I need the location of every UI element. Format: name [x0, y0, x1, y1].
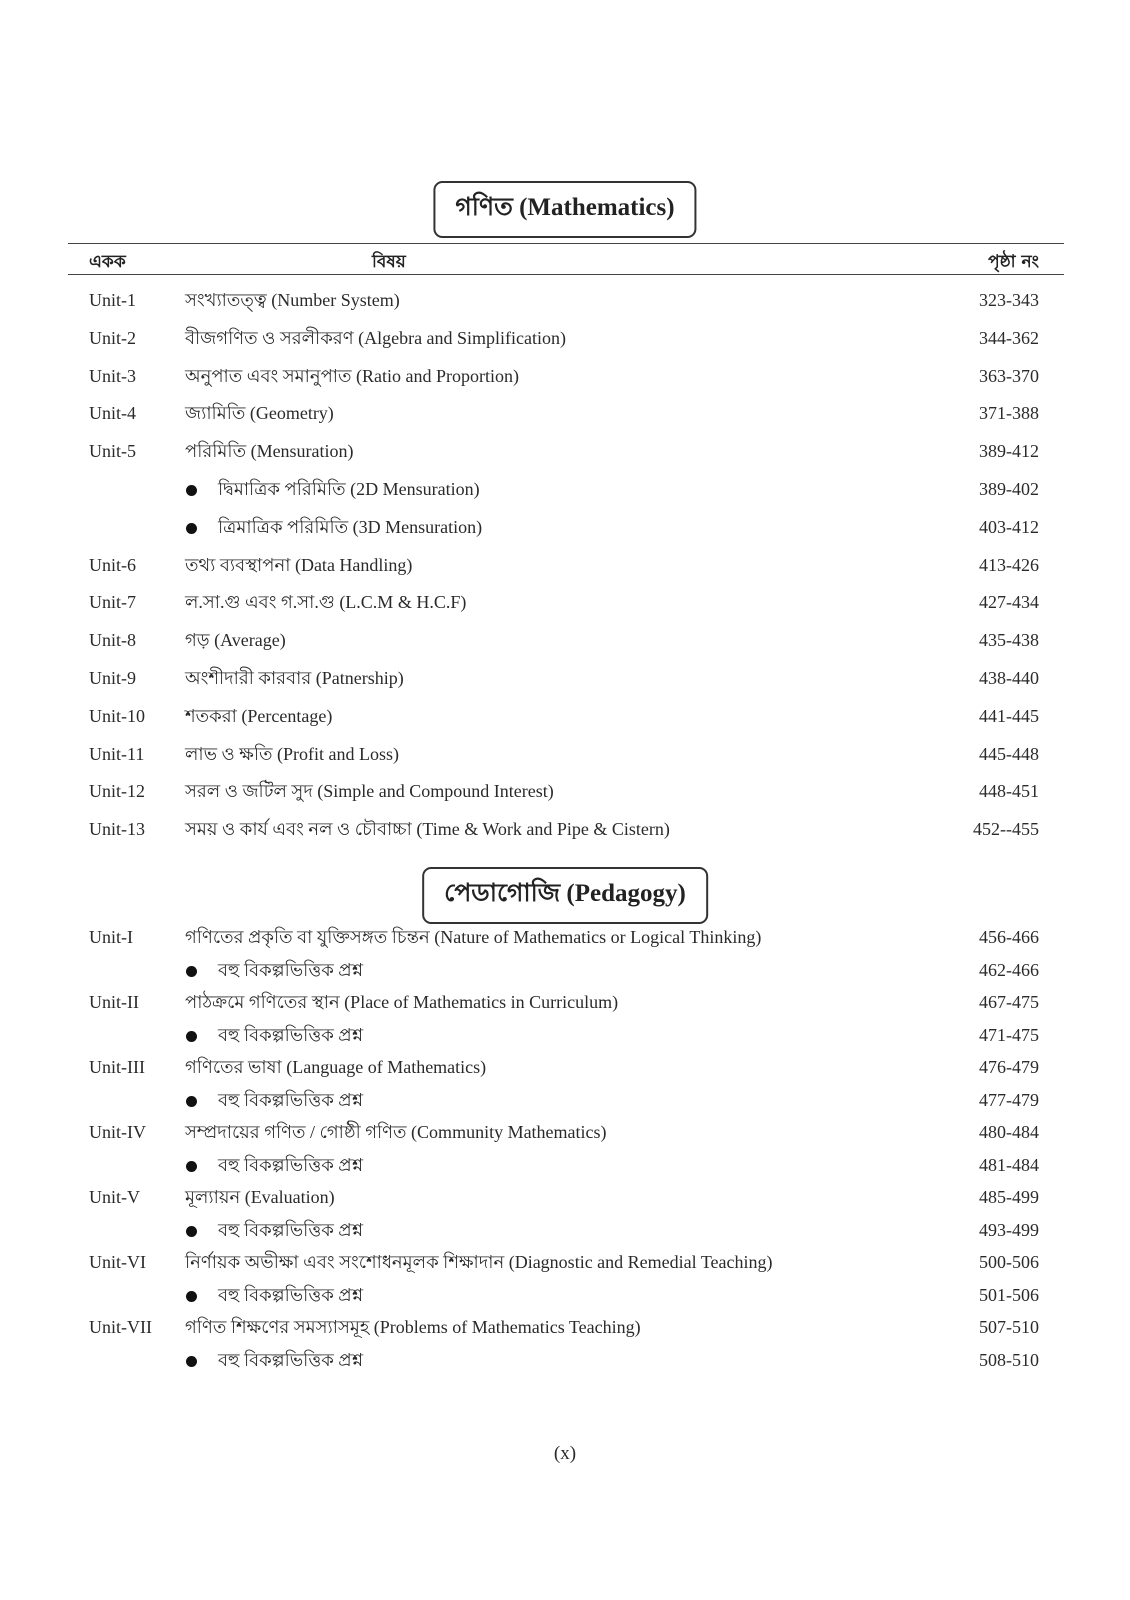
page-range: 493-499 [979, 1219, 1039, 1240]
topic-text: বহু বিকল্পভিত্তিক প্রশ্ন [218, 1024, 364, 1045]
contents-row [0, 398, 1130, 428]
page-range: 403-412 [979, 516, 1039, 537]
contents-row [0, 776, 1130, 806]
page-range: 441-445 [979, 705, 1039, 726]
topic-text: বহু বিকল্পভিত্তিক প্রশ্ন [218, 1154, 364, 1175]
topic-text: বীজগণিত ও সরলীকরণ (Algebra and Simplification) [185, 327, 567, 348]
topic-text: বহু বিকল্পভিত্তিক প্রশ্ন [218, 959, 364, 980]
page-range: 363-370 [979, 365, 1039, 386]
unit-label: Unit-VII [89, 1317, 152, 1337]
bullet-icon [186, 1291, 197, 1302]
unit-label: Unit-7 [89, 592, 136, 613]
contents-row [0, 1182, 1130, 1212]
topic-text: সম্প্রদায়ের গণিত / গোষ্ঠী গণিত (Community Mathematics) [185, 1122, 607, 1142]
topic-text: বহু বিকল্পভিত্তিক প্রশ্ন [218, 1219, 364, 1240]
page-range: 481-484 [979, 1154, 1039, 1175]
page-range: 452--455 [973, 819, 1039, 840]
column-header-subject: বিষয় [372, 252, 406, 272]
contents-row [0, 701, 1130, 731]
bullet-icon [186, 1226, 197, 1237]
page-range: 427-434 [979, 592, 1039, 613]
header-bottom-rule [68, 274, 1064, 275]
topic-text: বহু বিকল্পভিত্তিক প্রশ্ন [218, 1349, 364, 1370]
bullet-icon [186, 1161, 197, 1172]
contents-subrow [0, 1345, 1130, 1375]
page-range: 389-412 [979, 441, 1039, 462]
page-range: 501-506 [979, 1284, 1039, 1305]
unit-label: Unit-4 [89, 403, 136, 424]
contents-subrow [0, 1280, 1130, 1310]
contents-row [0, 323, 1130, 353]
page-range: 448-451 [979, 781, 1039, 802]
page-range: 389-402 [979, 479, 1039, 499]
page-range: 462-466 [979, 959, 1039, 980]
page-range: 476-479 [979, 1057, 1039, 1077]
contents-subrow [0, 955, 1130, 985]
unit-label: Unit-1 [89, 290, 136, 310]
contents-row [0, 922, 1130, 952]
page-range: 507-510 [979, 1317, 1039, 1337]
bullet-icon [186, 1096, 197, 1107]
contents-row [0, 1247, 1130, 1277]
header-top-rule [68, 243, 1064, 244]
topic-text: তথ্য ব্যবস্থাপনা (Data Handling) [185, 554, 413, 575]
page-range: 438-440 [979, 668, 1039, 688]
contents-subrow [0, 1020, 1130, 1050]
topic-text: গণিতের ভাষা (Language of Mathematics) [185, 1057, 487, 1077]
contents-row [0, 987, 1130, 1017]
contents-row [0, 814, 1130, 844]
unit-label: Unit-I [89, 927, 133, 947]
topic-text: অনুপাত এবং সমানুপাত (Ratio and Proportion) [185, 365, 520, 386]
topic-text: নির্ণায়ক অভীক্ষা এবং সংশোধনমূলক শিক্ষাদান (Diagnostic and Remedial Teaching) [185, 1252, 773, 1272]
unit-label: Unit-12 [89, 781, 145, 802]
page-range: 435-438 [979, 630, 1039, 651]
topic-text: লাভ ও ক্ষতি (Profit and Loss) [185, 743, 400, 764]
contents-row [0, 739, 1130, 769]
unit-label: Unit-IV [89, 1122, 146, 1142]
topic-text: সংখ্যাতত্ত্ব (Number System) [185, 290, 400, 310]
topic-text: ল.সা.গু এবং গ.সা.গু (L.C.M & H.C.F) [185, 592, 467, 613]
page-range: 344-362 [979, 327, 1039, 348]
contents-row [0, 436, 1130, 466]
page-range: 467-475 [979, 992, 1039, 1012]
unit-label: Unit-11 [89, 743, 145, 764]
contents-row [0, 587, 1130, 617]
pedagogy-section-title: পেডাগোজি (Pedagogy) [422, 867, 708, 924]
unit-label: Unit-V [89, 1187, 140, 1207]
unit-label: Unit-6 [89, 554, 136, 575]
unit-label: Unit-10 [89, 705, 145, 726]
page-range: 500-506 [979, 1252, 1039, 1272]
contents-row [0, 361, 1130, 391]
page-range: 471-475 [979, 1024, 1039, 1045]
contents-row [0, 1312, 1130, 1342]
unit-label: Unit-VI [89, 1252, 146, 1272]
contents-subrow [0, 1085, 1130, 1115]
topic-text: মূল্যায়ন (Evaluation) [185, 1187, 335, 1207]
topic-text: ত্রিমাত্রিক পরিমিতি (3D Mensuration) [218, 516, 483, 537]
topic-text: বহু বিকল্পভিত্তিক প্রশ্ন [218, 1089, 364, 1110]
page-range: 508-510 [979, 1349, 1039, 1370]
topic-text: গণিত শিক্ষণের সমস্যাসমূহ (Problems of Mathematics Teaching) [185, 1317, 641, 1337]
contents-subrow [0, 474, 1130, 504]
page-range: 480-484 [979, 1122, 1039, 1142]
contents-row [0, 285, 1130, 315]
page-range: 477-479 [979, 1089, 1039, 1110]
page-number: (x) [553, 1443, 577, 1464]
unit-label: Unit-8 [89, 630, 136, 651]
contents-row [0, 550, 1130, 580]
topic-text: জ্যামিতি (Geometry) [185, 403, 334, 424]
contents-subrow [0, 1215, 1130, 1245]
topic-text: দ্বিমাত্রিক পরিমিতি (2D Mensuration) [218, 479, 480, 499]
column-header-unit: একক [89, 252, 126, 272]
unit-label: Unit-III [89, 1057, 145, 1077]
page-range: 485-499 [979, 1187, 1039, 1207]
bullet-icon [186, 485, 197, 496]
contents-row [0, 625, 1130, 655]
unit-label: Unit-9 [89, 668, 136, 688]
contents-row [0, 1052, 1130, 1082]
topic-text: পরিমিতি (Mensuration) [185, 441, 354, 462]
bullet-icon [186, 1031, 197, 1042]
topic-text: অংশীদারী কারবার (Patnership) [185, 668, 404, 688]
page-range: 413-426 [979, 554, 1039, 575]
unit-label: Unit-3 [89, 365, 136, 386]
bullet-icon [186, 1356, 197, 1367]
mathematics-section-title: গণিত (Mathematics) [433, 181, 696, 238]
page-range: 371-388 [979, 403, 1039, 424]
topic-text: বহু বিকল্পভিত্তিক প্রশ্ন [218, 1284, 364, 1305]
topic-text: পাঠক্রমে গণিতের স্থান (Place of Mathematics in Curriculum) [185, 992, 619, 1012]
unit-label: Unit-13 [89, 819, 145, 840]
bullet-icon [186, 966, 197, 977]
contents-row [0, 1117, 1130, 1147]
unit-label: Unit-II [89, 992, 139, 1012]
topic-text: সরল ও জটিল সুদ (Simple and Compound Interest) [185, 781, 554, 802]
topic-text: গড় (Average) [185, 630, 286, 651]
topic-text: শতকরা (Percentage) [185, 705, 333, 726]
contents-subrow [0, 1150, 1130, 1180]
page-range: 323-343 [979, 290, 1039, 310]
unit-label: Unit-5 [89, 441, 136, 462]
page-range: 456-466 [979, 927, 1039, 947]
contents-subrow [0, 512, 1130, 542]
topic-text: সময় ও কার্য এবং নল ও চৌবাচ্চা (Time & Work and Pipe & Cistern) [185, 819, 670, 840]
page-range: 445-448 [979, 743, 1039, 764]
column-header-page: পৃষ্ঠা নং [988, 252, 1039, 272]
bullet-icon [186, 523, 197, 534]
unit-label: Unit-2 [89, 327, 136, 348]
topic-text: গণিতের প্রকৃতি বা যুক্তিসঙ্গত চিন্তন (Nature of Mathematics or Logical Thinking) [185, 927, 762, 947]
contents-row [0, 663, 1130, 693]
